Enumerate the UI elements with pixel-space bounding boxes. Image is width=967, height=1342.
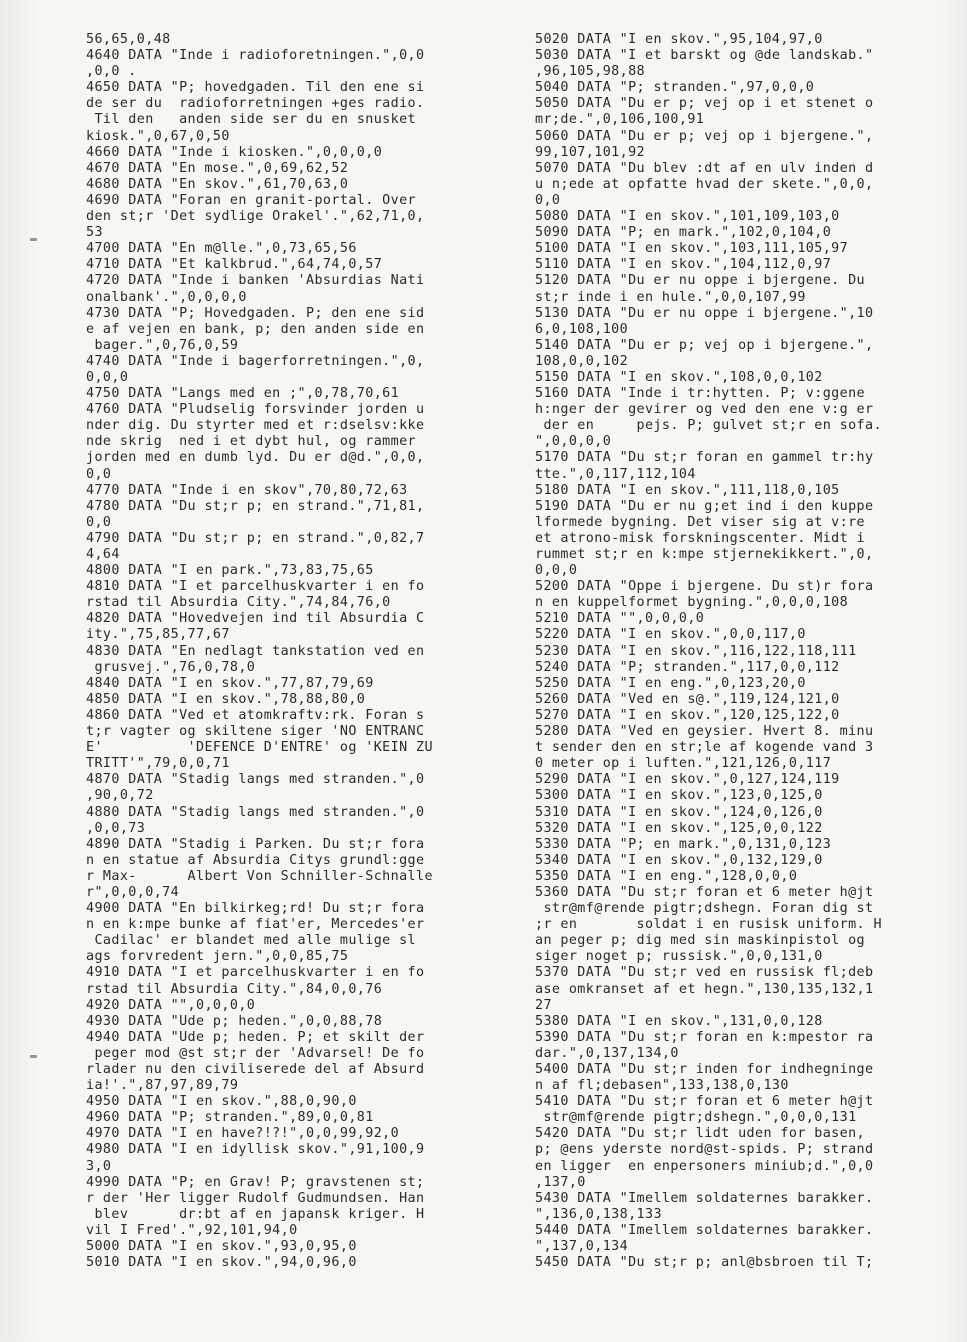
code-line: ,137,0 [535, 1174, 586, 1190]
code-line: 5240 DATA "P; stranden.",117,0,0,112 [535, 659, 840, 675]
code-line: der en pejs. P; gulvet st;r en sofa. [535, 418, 882, 434]
code-line: ia!'.",87,97,89,79 [86, 1078, 239, 1094]
punch-hole-mark [30, 1055, 37, 1058]
code-line: 4940 DATA "Ude p; heden. P; et skilt der [86, 1029, 425, 1045]
code-line: 0,0 [535, 192, 561, 208]
code-line: 4750 DATA "Langs med en ;",0,78,70,61 [86, 386, 400, 402]
code-line: an peger p; dig med sin maskinpistol og [535, 933, 866, 949]
right-code-column [535, 32, 935, 1271]
code-line: 5390 DATA "Du st;r foran en k:mpestor ra [535, 1029, 874, 1045]
code-line: 3,0 [86, 1158, 112, 1174]
code-line: jorden med en dumb lyd. Du er d@d.",0,0, [86, 450, 425, 466]
code-line: 4920 DATA "",0,0,0,0 [86, 997, 256, 1013]
code-line: 5170 DATA "Du st;r foran en gammel tr:hy [535, 450, 874, 466]
code-line: u n;ede at opfatte hvad der skete.",0,0, [535, 176, 874, 192]
code-line: nder dig. Du styrter med et r:dselsv:kke [86, 418, 425, 434]
code-line: 4660 DATA "Inde i kiosken.",0,0,0,0 [86, 144, 383, 160]
code-line: 4830 DATA "En nedlagt tankstation ved en [86, 643, 425, 659]
code-line: siger noget p; russisk.",0,0,131,0 [535, 949, 823, 965]
code-line: 5410 DATA "Du st;r foran et 6 meter h@jt [535, 1094, 874, 1110]
code-line: 5280 DATA "Ved en geysier. Hvert 8. minu [535, 724, 874, 740]
code-line: st;r inde i en hule.",0,0,107,99 [535, 289, 806, 305]
code-line: kiosk.",0,67,0,50 [86, 128, 230, 144]
code-line: blev dr:bt af en japansk kriger. H [86, 1206, 425, 1222]
code-line: n af fl;debasen",133,138,0,130 [535, 1078, 789, 1094]
code-line: Cadilac' er blandet med alle mulige sl [86, 933, 417, 949]
code-line: 5270 DATA "I en skov.",120,125,122,0 [535, 707, 840, 723]
code-line: 5080 DATA "I en skov.",101,109,103,0 [535, 209, 840, 225]
code-line: 4880 DATA "Stadig langs med stranden.",0 [86, 804, 425, 820]
code-line: 108,0,0,102 [535, 353, 629, 369]
code-line: 4780 DATA "Du st;r p; en strand.",71,81, [86, 498, 425, 514]
code-line: 5290 DATA "I en skov.",0,127,124,119 [535, 772, 840, 788]
code-line: 4820 DATA "Hovedvejen ind til Absurdia C [86, 611, 425, 627]
code-line: 5150 DATA "I en skov.",108,0,0,102 [535, 369, 823, 385]
code-line: 5340 DATA "I en skov.",0,132,129,0 [535, 852, 823, 868]
code-line: n en statue af Absurdia Citys grundl:gge [86, 852, 425, 868]
code-line: 4740 DATA "Inde i bagerforretningen.",0, [86, 353, 425, 369]
code-line: 4900 DATA "En bilkirkeg;rd! Du st;r fora [86, 901, 425, 917]
code-line: peger mod @st st;r der 'Advarsel! De fo [86, 1045, 425, 1061]
code-line: 5180 DATA "I en skov.",111,118,0,105 [535, 482, 840, 498]
code-line: str@mf@rende pigtr;dshegn.",0,0,0,131 [535, 1110, 857, 1126]
code-line: 5250 DATA "I en eng.",0,123,20,0 [535, 675, 806, 691]
code-line: 4790 DATA "Du st;r p; en strand.",0,82,7 [86, 530, 425, 546]
code-line: 5320 DATA "I en skov.",125,0,0,122 [535, 820, 823, 836]
code-line: ,90,0,72 [86, 788, 154, 804]
code-line: 4990 DATA "P; en Grav! P; gravstenen st; [86, 1174, 425, 1190]
code-line: 5260 DATA "Ved en s@.",119,124,121,0 [535, 691, 840, 707]
code-line: rlader nu den civiliserede del af Absurd [86, 1062, 425, 1077]
code-line: tte.",0,117,112,104 [535, 466, 696, 482]
code-line: en ligger en enpersoners miniub;d.",0,0 [535, 1158, 874, 1174]
code-line: 5220 DATA "I en skov.",0,0,117,0 [535, 627, 806, 643]
code-line: ,96,105,98,88 [535, 64, 646, 80]
code-line: rummet st;r en k:mpe stjernekikkert.",0, [535, 547, 874, 562]
code-line: vil I Fred'.",92,101,94,0 [86, 1222, 298, 1238]
code-line: 4730 DATA "P; Hovedgaden. P; den ene sid [86, 305, 425, 321]
code-line: 56,65,0,48 [86, 32, 171, 47]
code-line: 5330 DATA "P; en mark.",0,131,0,123 [535, 836, 832, 852]
code-line: de ser du radioforretningen +ges radio. [86, 96, 425, 112]
code-line: mr;de.",0,106,100,91 [535, 112, 705, 128]
code-line: 4670 DATA "En mose.",0,69,62,52 [86, 160, 349, 176]
code-line: r der 'Her ligger Rudolf Gudmundsen. Han [86, 1190, 425, 1206]
code-line: 5440 DATA "Imellem soldaternes barakker. [535, 1222, 874, 1238]
code-line: 4700 DATA "En m@lle.",0,73,65,56 [86, 241, 357, 257]
code-line: 5430 DATA "Imellem soldaternes barakker. [535, 1190, 874, 1206]
code-line: TRITT'",79,0,0,71 [86, 756, 230, 772]
code-line: 5140 DATA "Du er p; vej op i bjergene.", [535, 337, 874, 353]
code-line: 5370 DATA "Du st;r ved en russisk fl;deb [535, 965, 874, 981]
code-line: 5420 DATA "Du st;r lidt uden for basen, [535, 1126, 866, 1142]
code-line: et atrono-misk forskningscenter. Midt i [535, 530, 866, 546]
code-line: 4800 DATA "I en park.",73,83,75,65 [86, 563, 374, 579]
code-line: 0,0 [86, 466, 112, 482]
code-line: 5450 DATA "Du st;r p; anl@bsbroen til T; [535, 1255, 874, 1271]
code-line: t sender den en str;le af kogende vand 3 [535, 740, 874, 756]
code-line: 5050 DATA "Du er p; vej op i et stenet o [535, 96, 874, 112]
code-line: onalbank'.",0,0,0,0 [86, 289, 247, 305]
code-line: r Max- Albert Von Schniller-Schnalle [86, 868, 433, 884]
code-line: 5190 DATA "Du er nu g;et ind i den kuppe [535, 498, 874, 514]
code-line: ity.",75,85,77,67 [86, 627, 230, 643]
code-line: 4770 DATA "Inde i en skov",70,80,72,63 [86, 482, 408, 498]
code-line: 4980 DATA "I en idyllisk skov.",91,100,9 [86, 1142, 425, 1158]
code-line: 5090 DATA "P; en mark.",102,0,104,0 [535, 225, 832, 241]
code-line: lformede bygning. Det viser sig at v:re [535, 514, 866, 530]
code-line: 5350 DATA "I en eng.",128,0,0,0 [535, 868, 798, 884]
code-line: 4870 DATA "Stadig langs med stranden.",0 [86, 772, 425, 788]
code-line: 5000 DATA "I en skov.",93,0,95,0 [86, 1239, 357, 1255]
code-line: 4680 DATA "En skov.",61,70,63,0 [86, 176, 349, 192]
code-line: 4950 DATA "I en skov.",88,0,90,0 [86, 1094, 357, 1110]
code-line: nde skrig ned i et dybt hul, og rammer [86, 434, 417, 450]
code-line: 4890 DATA "Stadig i Parken. Du st;r fora [86, 836, 425, 852]
code-line: 27 [535, 997, 552, 1013]
code-line: 4640 DATA "Inde i radioforetningen.",0,0 [86, 48, 425, 64]
code-line: 5200 DATA "Oppe i bjergene. Du st)r fora [535, 579, 874, 595]
code-line: 0,0,0 [86, 369, 129, 385]
code-line: dar.",0,137,134,0 [535, 1045, 679, 1061]
code-line: 4910 DATA "I et parcelhuskvarter i en fo [86, 965, 425, 981]
code-line: 5030 DATA "I et barskt og @de landskab." [535, 48, 874, 64]
code-line: 5010 DATA "I en skov.",94,0,96,0 [86, 1255, 357, 1271]
code-line: 4960 DATA "P; stranden.",89,0,0,81 [86, 1110, 374, 1126]
code-line: 4930 DATA "Ude p; heden.",0,0,88,78 [86, 1013, 383, 1029]
code-line: t;r vagter og skiltene siger 'NO ENTRANC [86, 724, 425, 740]
code-line: 4,64 [86, 547, 120, 562]
left-code-column [86, 32, 486, 1271]
code-line: 5100 DATA "I en skov.",103,111,105,97 [535, 241, 849, 257]
code-line: 4850 DATA "I en skov.",78,88,80,0 [86, 691, 366, 707]
code-line: 5070 DATA "Du blev :dt af en ulv inden d [535, 160, 874, 176]
code-line: 5360 DATA "Du st;r foran et 6 meter h@jt [535, 884, 874, 900]
code-line: n en kuppelformet bygning.",0,0,0,108 [535, 595, 849, 611]
code-line: 5060 DATA "Du er p; vej op i bjergene.", [535, 128, 874, 144]
code-line: 5130 DATA "Du er nu oppe i bjergene.",10 [535, 305, 874, 321]
code-line: str@mf@rende pigtr;dshegn. Foran dig st [535, 901, 874, 917]
code-line: grusvej.",76,0,78,0 [86, 659, 256, 675]
code-line: h:nger der gevirer og ved den ene v:g er [535, 402, 874, 418]
code-line: 5160 DATA "Inde i tr:hytten. P; v:ggene [535, 386, 866, 402]
code-line: ,0,0,73 [86, 820, 146, 836]
code-line: r",0,0,0,74 [86, 884, 180, 900]
code-line: ,0,0 . [86, 64, 137, 80]
code-line: 4970 DATA "I en have?!?!",0,0,99,92,0 [86, 1126, 400, 1142]
punch-hole-mark [30, 238, 37, 241]
code-line: 0 meter op i luften.",121,126,0,117 [535, 756, 832, 772]
code-line: e af vejen en bank, p; den anden side en [86, 321, 425, 337]
code-line: 5300 DATA "I en skov.",123,0,125,0 [535, 788, 823, 804]
code-line: ags forvredent jern.",0,0,85,75 [86, 949, 349, 965]
code-line: den st;r 'Det sydlige Orakel'.",62,71,0, [86, 209, 425, 225]
code-line: 4720 DATA "Inde i banken 'Absurdias Nati [86, 273, 425, 289]
code-line: 53 [86, 225, 103, 241]
code-line: 4860 DATA "Ved et atomkraftv:rk. Foran s [86, 707, 425, 723]
code-line: 4690 DATA "Foran en granit-portal. Over [86, 192, 417, 208]
code-line: n en k:mpe bunke af fiat'er, Mercedes'er [86, 917, 425, 933]
code-line: ;r en soldat i en rusisk uniform. H [535, 917, 882, 933]
code-line: Til den anden side ser du en snusket [86, 112, 417, 128]
code-line: 0,0,0 [535, 563, 578, 579]
code-line: ",0,0,0,0 [535, 434, 612, 450]
code-line: 4840 DATA "I en skov.",77,87,79,69 [86, 675, 374, 691]
code-line: rstad til Absurdia City.",74,84,76,0 [86, 595, 391, 611]
code-line: 5310 DATA "I en skov.",124,0,126,0 [535, 804, 823, 820]
code-line: bager.",0,76,0,59 [86, 337, 239, 353]
code-line: 6,0,108,100 [535, 321, 629, 337]
code-line: 5110 DATA "I en skov.",104,112,0,97 [535, 257, 832, 273]
code-line: 0,0 [86, 514, 112, 530]
code-line: rstad til Absurdia City.",84,0,0,76 [86, 981, 383, 997]
code-line: 5040 DATA "P; stranden.",97,0,0,0 [535, 80, 815, 96]
code-line: ase omkranset af et hegn.",130,135,132,1 [535, 981, 874, 997]
code-line: p; @ens yderste nord@st-spids. P; strand [535, 1142, 874, 1158]
code-line: 99,107,101,92 [535, 144, 646, 160]
code-line: 4810 DATA "I et parcelhuskvarter i en fo [86, 579, 425, 595]
code-line: 4710 DATA "Et kalkbrud.",64,74,0,57 [86, 257, 383, 273]
code-line: 5230 DATA "I en skov.",116,122,118,111 [535, 643, 857, 659]
code-line: 5210 DATA "",0,0,0,0 [535, 611, 705, 627]
code-line: 5380 DATA "I en skov.",131,0,0,128 [535, 1013, 823, 1029]
code-line: 5400 DATA "Du st;r inden for indhegninge [535, 1062, 874, 1077]
code-line: ",137,0,134 [535, 1239, 629, 1255]
code-line: E' 'DEFENCE D'ENTRE' og 'KEIN ZU [86, 740, 433, 756]
code-line: 5120 DATA "Du er nu oppe i bjergene. Du [535, 273, 866, 289]
code-line: 5020 DATA "I en skov.",95,104,97,0 [535, 32, 823, 47]
code-line: 4650 DATA "P; hovedgaden. Til den ene si [86, 80, 425, 96]
code-line: 4760 DATA "Pludselig forsvinder jorden u [86, 402, 425, 418]
code-line: ",136,0,138,133 [535, 1206, 662, 1222]
